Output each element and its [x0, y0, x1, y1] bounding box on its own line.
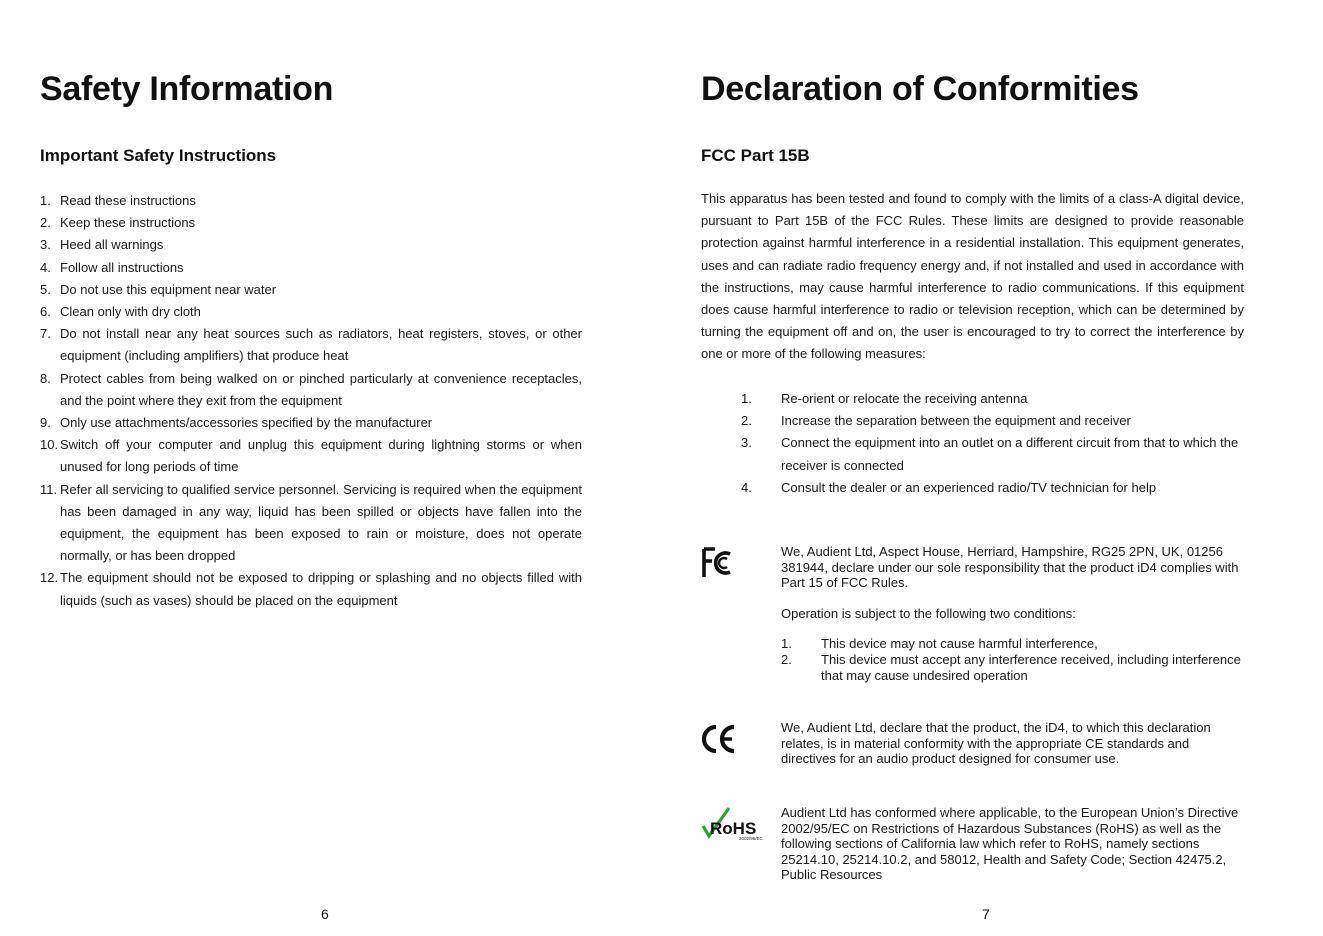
ce-declaration-block — [781, 720, 1241, 767]
safety-instructions-list — [40, 190, 582, 612]
safety-list-item-number: 6. — [40, 304, 51, 320]
safety-list-item-text: Read these instructions — [60, 193, 196, 208]
safety-list-item-number: 7. — [40, 326, 51, 342]
condition-list-item-number: 1. — [781, 636, 792, 652]
rohs-logo-icon — [701, 806, 767, 842]
rohs-logo — [701, 806, 767, 847]
interference-measures-list — [701, 388, 1244, 499]
measure-list-item — [701, 477, 1244, 499]
fcc-declaration-block — [781, 544, 1241, 683]
safety-list-item-text: Refer all servicing to qualified service personnel. Servicing is required when the equipment has been damaged in any way, liquid has been spilled or objects have fallen into the equipment, the equipment has been exposed to rain or moisture, does not operate normally, or has been dropped — [60, 481, 582, 564]
measure-list-item — [701, 432, 1244, 476]
conformities-title: Declaration of Conformities — [701, 70, 1139, 108]
safety-list-item-text: Switch off your computer and unplug this equipment during lightning storms or when unused for long periods of time — [60, 437, 582, 475]
safety-list-item-number: 5. — [40, 281, 51, 297]
ce-mark-icon — [701, 724, 737, 754]
measure-list-item-text: Connect the equipment into an outlet on a different circuit from that to which the receiver is connected — [781, 435, 1239, 473]
page-number-right: 7 — [982, 906, 990, 922]
safety-list-item — [40, 412, 582, 434]
ce-logo — [701, 724, 737, 759]
safety-list-item — [40, 434, 582, 478]
safety-list-item-number: 8. — [40, 370, 51, 386]
safety-list-item-text: The equipment should not be exposed to dripping or splashing and no objects filled with liquids (such as vases) should be placed on the equipment — [60, 570, 582, 608]
safety-list-item — [40, 212, 582, 234]
measure-list-item-text: Increase the separation between the equipment and receiver — [781, 413, 1131, 429]
ce-declaration: We, Audient Ltd, declare that the product, the iD4, to which this declaration relates, is in material conformity with the appropriate CE standards and directives for an audio product designed for consumer use. — [781, 720, 1211, 767]
condition-list-item-text: This device must accept any interference received, including interference that may cause undesired operation — [821, 651, 1241, 683]
safety-list-item-text: Keep these instructions — [60, 215, 196, 231]
safety-list-item-text: Clean only with dry cloth — [60, 304, 201, 320]
fcc-paragraph: This apparatus has been tested and found to comply with the limits of a class-A digital device, pursuant to Part 15B of the FCC Rules. These limits are designed to provide reasonable protection against harmful interference in a residential installation. This equipment generates, uses and can radiate radio frequency energy and, if not installed and used in accordance with the instructions, may cause harmful interference to radio communications. If this equipment does cause harmful interference to radio or television reception, which can be determined by turning the equipment off and on, the user is encouraged to try to correct the interference by one or more of the following measures: — [701, 191, 1244, 362]
safety-subtitle: Important Safety Instructions — [40, 146, 277, 165]
operation-intro: Operation is subject to the following two conditions: — [781, 605, 1076, 621]
safety-list-item — [40, 479, 582, 568]
measure-list-item-number: 2. — [741, 413, 752, 429]
rohs-declaration: Audient Ltd has conformed where applicable, to the European Union’s Directive 2002/95/EC on Restrictions of Hazardous Substances (RoHS) as well as the following sections of California law which refer to RoHS, namely sections 25214.10, 25214.10.2, and 58012, Health and Safety Code; Section 42475.2, Public Resources — [781, 805, 1239, 883]
safety-list-item-text: Do not install near any heat sources such as radiators, heat registers, stoves, or other equipment (including amplifiers) that produce heat — [60, 326, 582, 364]
safety-list-item — [40, 257, 582, 279]
measure-list-item-number: 4. — [741, 479, 752, 495]
safety-list-item-text: Heed all warnings — [60, 237, 164, 253]
rohs-declaration-block — [781, 805, 1241, 883]
fcc-logo — [701, 546, 735, 585]
measure-list-item — [701, 388, 1244, 410]
safety-list-item-number: 3. — [40, 237, 51, 253]
safety-list-item — [40, 567, 582, 611]
measure-list-item-number: 3. — [741, 435, 752, 451]
measure-list-item-text: Consult the dealer or an experienced radio/TV technician for help — [781, 479, 1157, 495]
condition-list-item — [781, 652, 1241, 683]
conditions-list — [781, 636, 1241, 683]
condition-list-item — [781, 636, 1241, 652]
measure-list-item — [701, 410, 1244, 432]
rohs-logo-text: RoHS — [710, 819, 757, 838]
safety-list-item-number: 1. — [40, 193, 51, 208]
right-page — [701, 0, 1244, 936]
safety-list-item — [40, 190, 582, 212]
safety-list-item — [40, 279, 582, 301]
safety-list-item-number: 11. — [40, 481, 58, 497]
page-number-left: 6 — [321, 906, 329, 922]
safety-list-item — [40, 234, 582, 256]
fcc-declaration: We, Audient Ltd, Aspect House, Herriard, Hampshire, RG25 2PN, UK, 01256 381944, declare under our sole responsibility that the product iD4 complies with Part 15 of FCC Rules. — [781, 544, 1239, 591]
fcc-logo-icon — [701, 546, 735, 580]
safety-list-item-number: 4. — [40, 259, 51, 275]
safety-list-item-text: Follow all instructions — [60, 259, 184, 275]
safety-title: Safety Information — [40, 70, 334, 108]
fcc-subtitle: FCC Part 15B — [701, 146, 810, 165]
safety-list-item-number: 9. — [40, 415, 51, 431]
rohs-logo-subtext: 2002/95/EC — [739, 836, 763, 841]
measure-list-item-text: Re-orient or relocate the receiving antenna — [781, 391, 1028, 406]
measure-list-item-number: 1. — [741, 391, 752, 406]
condition-list-item-number: 2. — [781, 651, 792, 667]
safety-list-item-number: 10. — [40, 437, 59, 453]
safety-list-item-text: Do not use this equipment near water — [60, 281, 277, 297]
safety-list-item — [40, 368, 582, 412]
left-page — [40, 0, 582, 936]
safety-list-item — [40, 301, 582, 323]
safety-list-item-number: 12. — [40, 570, 59, 586]
safety-list-item-text: Protect cables from being walked on or pinched particularly at convenience receptacles, and the point where they exit from the equipment — [60, 370, 582, 408]
condition-list-item-text: This device may not cause harmful interference, — [821, 636, 1098, 652]
safety-list-item — [40, 323, 582, 367]
safety-list-item-text: Only use attachments/accessories specified by the manufacturer — [60, 415, 433, 431]
safety-list-item-number: 2. — [40, 215, 51, 231]
